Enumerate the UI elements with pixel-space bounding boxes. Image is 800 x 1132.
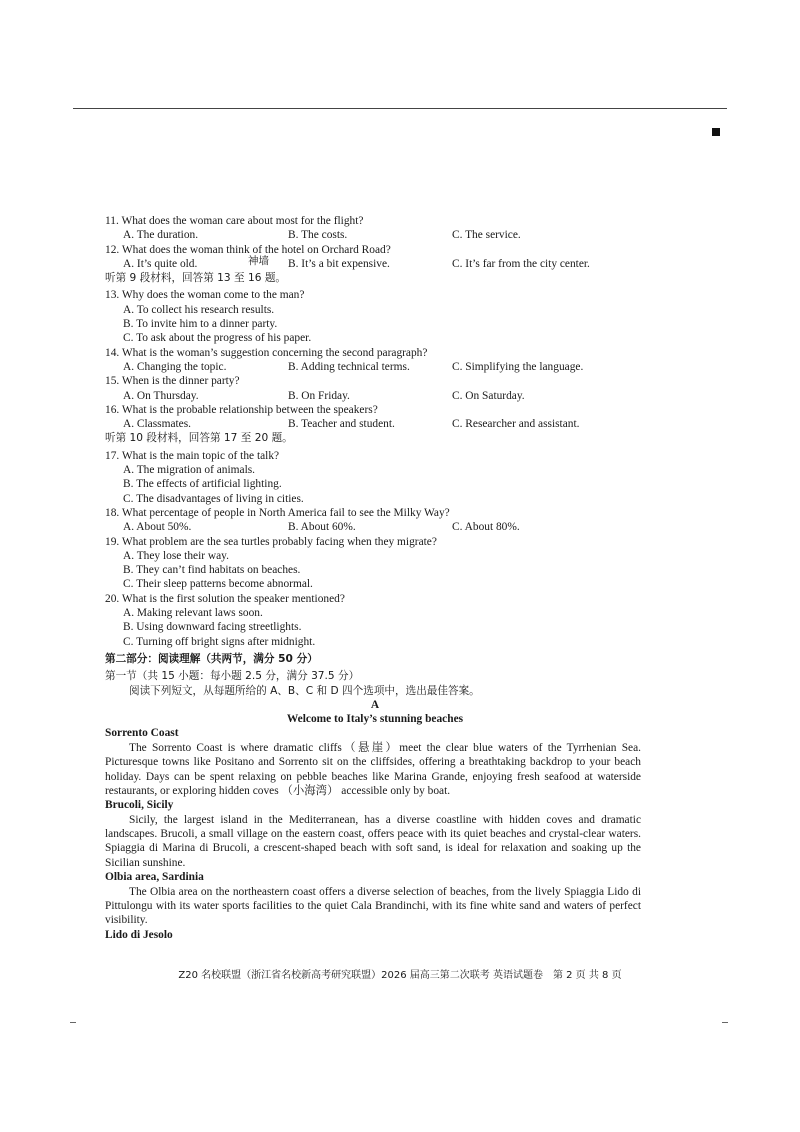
option-a: A. Making relevant laws soon. [123,607,263,620]
option-b: B. They can’t find habitats on beaches. [123,564,301,577]
option-c: C. Their sleep patterns become abnormal. [123,578,313,591]
option-c: C. On Saturday. [452,389,525,402]
page-footer: Z20 名校联盟（浙江省名校新高考研究联盟）2026 届高三第二次联考 英语试题卷 第 2 页 共 8 页 [178,970,622,981]
option-c: C. The disadvantages of living in cities. [123,492,304,505]
option-b: B. The costs. [288,229,348,242]
question-stem: 16. What is the probable relationship between the speakers? [105,403,378,416]
passage-title: Welcome to Italy’s stunning beaches [286,713,464,726]
option-row [105,228,645,242]
option-row [105,417,645,431]
section-heading: Brucoli, Sicily [105,799,174,812]
option-a: A. Changing the topic. [123,360,227,373]
option-a: A. Classmates. [123,418,192,431]
option-b: B. The effects of artificial lighting. [123,478,282,491]
option-row [105,520,645,534]
margin-tick [70,1022,76,1023]
section-paragraph: The Olbia area on the northeastern coast offers a diverse selection of beaches, from the lively Spiaggia Lido di Pittulongu with its water sports facilities to the quiet Cala Brandinchi, with its fine white sand and waters of perfect visibility. [105,885,641,927]
option-b: B. Teacher and student. [288,418,395,431]
question-stem: 13. Why does the woman come to the man? [105,289,305,302]
question-stem: 14. What is the woman’s suggestion concerning the second paragraph? [105,346,428,359]
question-stem: 12. What does the woman think of the hotel on Orchard Road? [105,243,391,256]
option-b: B. It’s a bit expensive. [288,257,390,270]
option-a: A. It’s quite old. [123,257,198,270]
question-stem: 20. What is the first solution the speaker mentioned? [105,592,345,605]
option-a: A. To collect his research results. [123,303,275,316]
question-stem: 15. When is the dinner party? [105,375,240,388]
option-a: A. About 50%. [123,521,192,534]
question-stem: 17. What is the main topic of the talk? [105,449,280,462]
part-title: 第二部分：阅读理解（共两节，满分 50 分） [105,652,318,665]
section-note: 听第 10 段材料，回答第 17 至 20 题。 [105,432,293,445]
option-c: C. Researcher and assistant. [452,418,580,431]
instruction: 阅读下列短文，从每题所给的 A、B、C 和 D 四个选项中，选出最佳答案。 [129,684,480,697]
option-a: A. The migration of animals. [123,464,256,477]
header-rule [73,108,727,109]
question-stem: 18. What percentage of people in North America fail to see the Milky Way? [105,506,450,519]
option-b: B. To invite him to a dinner party. [123,318,278,331]
option-row [105,389,645,403]
option-row [105,254,645,271]
option-c: C. To ask about the progress of his paper. [123,332,312,345]
option-b: B. Adding technical terms. [288,360,410,373]
section-heading: Olbia area, Sardinia [105,871,204,884]
option-c: C. It’s far from the city center. [452,257,590,270]
option-b: B. About 60%. [288,521,356,534]
section-paragraph: The Sorrento Coast is where dramatic cliffs（悬崖）meet the clear blue waters of the Tyrrhenian Sea. Picturesque towns like Positano and Sorrento sit on the cliffsides, offering a breathtaking backdrop to your beach holiday. Days can be spent relaxing on pebble beaches like Marina Grande, enjoying fresh seafood at waterside restaurants, or exploring hidden coves （小海湾） accessible only by boat. [105,741,641,797]
section-heading: Lido di Jesolo [105,928,173,941]
section-title: 第一节（共 15 小题：每小题 2.5 分，满分 37.5 分） [105,670,360,683]
question-stem: 11. What does the woman care about most for the flight? [105,215,364,227]
option-a: A. On Thursday. [123,389,199,402]
option-c: C. Turning off bright signs after midnight. [123,635,316,648]
margin-tick [722,1022,728,1023]
option-b: B. On Friday. [288,389,350,402]
section-paragraph: Sicily, the largest island in the Mediterranean, has a diverse coastline with hidden coves and dramatic landscapes. Brucoli, a small village on the eastern coast, offers peace with its quiet beaches and crystal-clear waters. Spiaggia di Marina di Brucoli, a crescent-shaped beach with soft sand, is ideal for relaxation and soaking up the Sicilian sunshine. [105,813,641,869]
section-heading: Sorrento Coast [105,727,179,740]
section-note: 听第 9 段材料，回答第 13 至 16 题。 [105,272,287,285]
option-b: B. Using downward facing streetlights. [123,621,302,634]
option-row [105,360,645,374]
option-c: C. About 80%. [452,521,520,534]
corner-mark [712,128,720,136]
option-a: A. They lose their way. [123,549,229,562]
question-stem: 19. What problem are the sea turtles probably facing when they migrate? [105,535,437,548]
option-a: A. The duration. [123,229,199,242]
page-content [105,214,645,942]
option-c: C. The service. [452,229,521,242]
handwritten-stamp: 神墙 [248,254,269,267]
option-c: C. Simplifying the language. [452,360,584,373]
passage-letter: A [370,698,380,711]
